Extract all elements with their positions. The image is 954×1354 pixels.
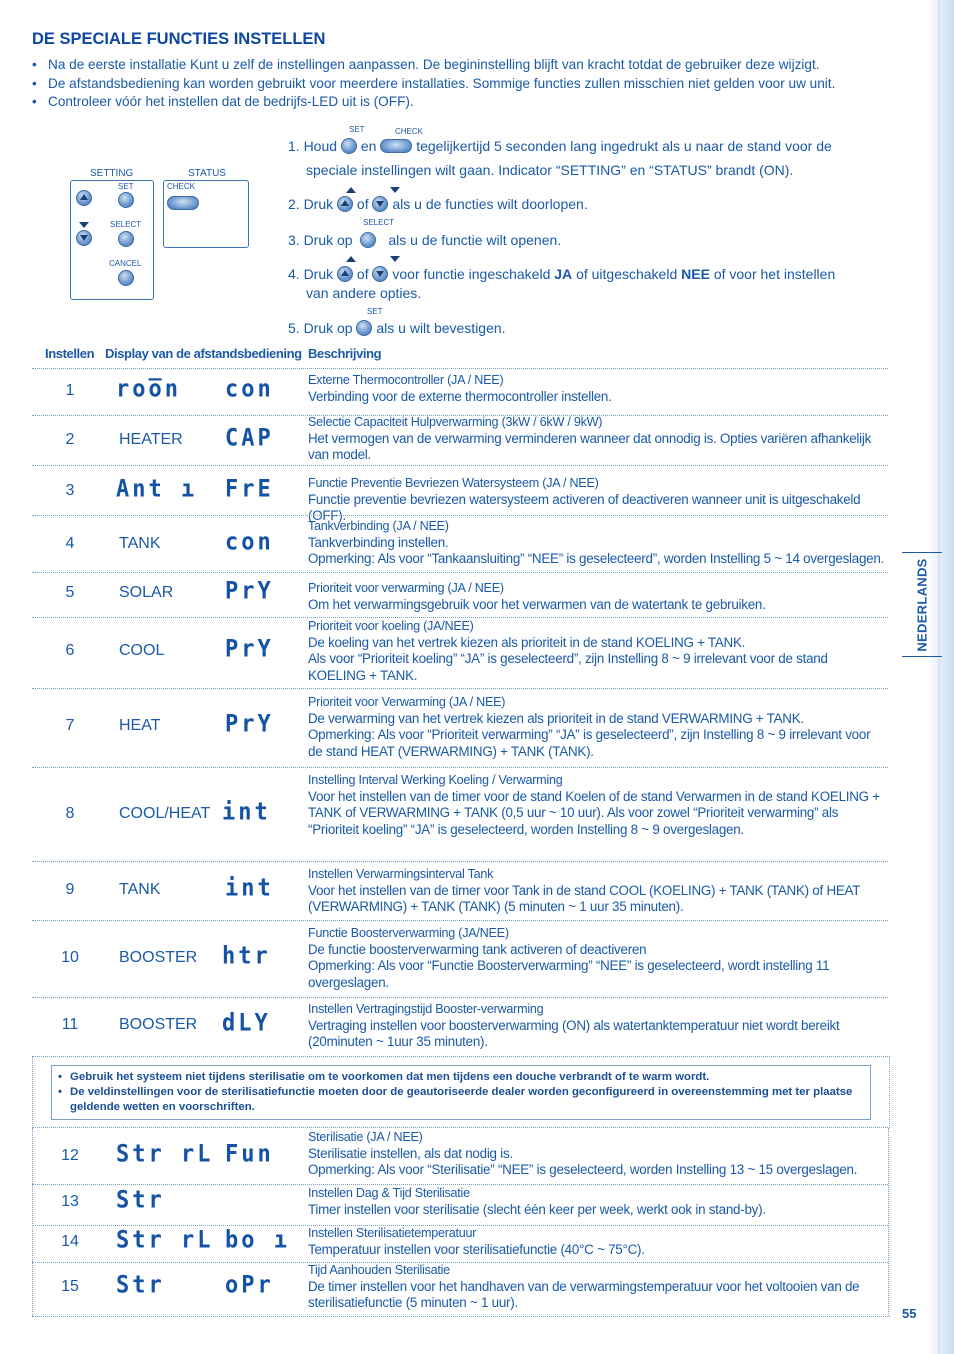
display-segment-2: PrY [225,577,274,606]
setting-number: 10 [61,949,79,966]
setting-description [308,925,888,991]
description-title: Externe Thermocontroller (JA / NEE) [308,373,504,387]
setting-name: HEAT [119,717,161,734]
setting-description [308,518,888,568]
step-3 [288,230,561,250]
setting-name: SOLAR [119,584,174,601]
step-text: 5. Druk op [288,320,353,336]
setting-description [308,1185,888,1218]
intro-item: • Controleer vóór het instellen dat de bedrijfs-LED uit is (OFF). [32,93,902,112]
step-text: 1. Houd [288,138,338,154]
remote-control-diagram [70,168,248,300]
description-line: De koeling van het vertrek kiezen als prioriteit in de stand KOELING + TANK. [308,634,746,650]
set-button-icon [118,192,134,208]
row-separator [32,920,888,921]
display-segment-2: FrE [225,475,274,504]
step-text: als u de functies wilt doorlopen. [392,196,588,212]
set-button-icon [356,320,372,336]
description-title: Prioriteit voor koeling (JA/NEE) [308,619,474,633]
step-text: voor functie ingeschakeld [392,266,551,282]
setting-number: 3 [65,482,75,499]
step-5 [288,318,506,338]
remote-status-label: STATUS [188,168,226,179]
language-label: NEDERLANDS [914,557,930,652]
setting-description [308,1129,888,1179]
down-arrow-button-icon [76,230,92,246]
description-line: Timer instellen voor sterilisatie (slecht één keer per week, werkt ook in stand-by). [308,1201,766,1217]
description-title: Instellen Dag & Tijd Sterilisatie [308,1186,470,1200]
remote-cancel-label: CANCEL [109,259,142,268]
remote-select-label: SELECT [110,220,142,229]
description-title: Sterilisatie (JA / NEE) [308,1130,423,1144]
description-line: Voor het instellen van de timer voor de stand Koelen of de stand Verwarmen in de stand KOELING + TANK of VERWARMING + TANK (0,5 uur ~ 10 uur). Als voor zowel “Prioriteit verwarming” als “Prioriteit koeling” “JA” is geselecteerd, worden Instelling 8 ~ 9 overgeslagen. [308,788,880,837]
setting-number: 1 [65,382,75,399]
up-arrow-button-icon [337,196,353,212]
setting-name: COOL/HEAT [119,805,211,822]
description-line: Om het verwarmingsgebruik voor het verwarmen van de watertank te gebruiken. [308,596,766,612]
display-segment-2: dLY [222,1009,271,1038]
display-segment-1: Str [116,1271,165,1300]
description-title: Tijd Aanhouden Sterilisatie [308,1263,450,1277]
display-segment-2: PrY [225,710,274,739]
setting-number: 7 [65,717,75,734]
header-instellen: Instellen [45,346,95,361]
description-title: Tankverbinding (JA / NEE) [308,519,449,533]
display-segment-2: con [225,528,274,557]
description-line: Functie preventie bevriezen watersysteem activeren of deactiveren wanneer unit is uitgeschakeld (OFF). [308,491,861,523]
description-title: Prioriteit voor Verwarming (JA / NEE) [308,695,506,709]
up-arrow-button-icon [337,266,353,282]
description-line: Tankverbinding instellen. [308,534,449,550]
description-line: Opmerking: Als voor “Functie Boosterverwarming” “NEE” is geselecteerd, wordt instelling 11 overgeslagen. [308,958,830,990]
ja-keyword: JA [554,266,573,282]
down-arrow-indicator-icon [79,222,89,228]
description-title: Instelling Interval Werking Koeling / Verwarming [308,773,563,787]
description-line: Temperatuur instellen voor sterilisatiefunctie (40°C ~ 75°C). [308,1241,645,1257]
page-number: 55 [902,1306,917,1321]
description-line: De verwarming van het vertrek kiezen als prioriteit in de stand VERWARMING + TANK. [308,710,804,726]
header-display: Display van de afstandsbediening [105,346,302,361]
display-segment-2: int [225,874,274,903]
step-text: of uitgeschakeld [576,266,678,282]
display-segment-1: Str [116,1186,165,1215]
description-title: Selectie Capaciteit Hulpverwarming (3kW / 6kW / 9kW) [308,415,603,429]
setting-description [308,1225,888,1258]
setting-name: BOOSTER [119,1016,198,1033]
set-label-small: SET [349,125,365,134]
header-separator [32,368,888,369]
setting-name: HEATER [119,431,183,448]
step-text: als u de functie wilt openen. [388,232,562,248]
check-button-icon [380,139,412,153]
setting-number: 14 [61,1233,79,1250]
description-line: De timer instellen voor het handhaven van de verwarmingstemperatuur voor het voltooien van de sterilisatiefunctie (5 minuten ~ 1 uur). [308,1278,860,1310]
row-separator [32,465,888,466]
description-title: Instellen Vertragingstijd Booster-verwarming [308,1002,544,1016]
setting-number: 4 [65,535,75,552]
select-label-small: SELECT [363,218,395,227]
description-line: Opmerking: Als voor “Tankaansluiting” “NEE” is geselecteerd”, worden Instelling 5 ~ 14 overgeslagen. [308,551,885,566]
row-separator [32,688,888,689]
display-segment-1: Ant ı [116,475,198,504]
setting-number: 5 [65,584,75,601]
warning-item: • De veldinstellingen voor de sterilisatiefunctie moeten door de geautoriseerde dealer worden geconfigureerd in overeenstemming met ter plaatse geldende wetten en voorschriften. [52,1085,862,1115]
step-text: en [360,138,377,154]
page-edge-decoration [928,0,954,1354]
description-line: De functie boosterverwarming tank activeren of deactiveren [308,941,647,957]
step-text: 4. Druk [288,266,334,282]
setting-number: 11 [61,1016,79,1033]
step-4-cont: van andere opties. [306,285,422,301]
select-button-icon [360,232,376,248]
description-title: Functie Boosterverwarming (JA/NEE) [308,926,509,940]
page-title: DE SPECIALE FUNCTIES INSTELLEN [32,30,326,48]
step-1-cont: speciale instellingen wilt gaan. Indicator “SETTING” en “STATUS” brandt (ON). [306,162,794,178]
setting-number: 12 [61,1147,79,1164]
step-text: 3. Druk op [288,232,353,248]
description-line: Vertraging instellen voor boosterverwarming (ON) als watertanktemperatuur niet wordt bereikt (20minuten ~ 1uur 35 minuten). [308,1017,840,1049]
description-line: Als voor “Prioriteit koeling” “JA” is geselecteerd”, zijn Instelling 8 ~ 9 irrelevant voor de stand KOELING + TANK. [308,651,828,683]
description-line: Het vermogen van de verwarming verminderen wanneer dat onnodig is. Opties variëren afhankelijk van model. [308,430,872,462]
description-line: Voor het instellen van de timer voor Tank in de stand COOL (KOELING) + TANK (TANK) of HEAT (VERWARMING) + TANK (TANK) (5 minuten ~ 1 uur 35 minuten). [308,882,860,914]
select-button-icon [118,231,134,247]
down-arrow-indicator-icon [390,187,400,193]
display-segment-2: PrY [225,635,274,664]
warning-item: • Gebruik het systeem niet tijdens sterilisatie om te voorkomen dat men tijdens een douche verbrandt of te warm wordt. [52,1070,862,1085]
down-arrow-button-icon [372,266,388,282]
setting-description [308,580,888,613]
header-beschrijving: Beschrijving [308,346,382,361]
display-segment-2: bo ı [225,1226,290,1255]
up-arrow-indicator-icon [346,256,356,262]
setting-description [308,372,888,405]
step-1 [288,136,832,156]
remote-check-label: CHECK [167,182,196,191]
setting-description [308,772,888,838]
step-4 [288,264,835,284]
set-label-small: SET [367,307,383,316]
setting-number: 8 [65,805,75,822]
row-separator [32,861,888,862]
down-arrow-indicator-icon [390,256,400,262]
setting-description [308,694,888,760]
step-text: of voor het instellen [713,266,836,282]
intro-item: • De afstandsbediening kan worden gebruikt voor meerdere installaties. Sommige functies zullen misschien niet gelden voor uw unit. [32,75,902,94]
step-text: tegelijkertijd 5 seconden lang ingedrukt als u naar de stand voor de [416,138,832,154]
step-text: of [356,266,369,282]
page-edge-line [938,0,940,1354]
row-separator [32,572,888,573]
row-separator [32,767,888,768]
intro-item: • Na de eerste installatie Kunt u zelf de instellingen aanpassen. De begininstelling blijft van kracht totdat de gebruiker deze wijzigt. [32,56,902,75]
setting-number: 9 [65,881,75,898]
step-2 [288,194,588,214]
setting-number: 6 [65,642,75,659]
setting-name: TANK [119,535,161,552]
check-label-small: CHECK [395,127,424,136]
check-button-icon [167,196,199,210]
table-border-left [32,1128,33,1316]
nee-keyword: NEE [681,266,710,282]
set-button-icon [341,138,357,154]
setting-description [308,866,888,916]
down-arrow-button-icon [372,196,388,212]
description-line: Opmerking: Als voor “Sterilisatie” “NEE” is geselecteerd, worden Instelling 13 ~ 15 overgeslagen. [308,1162,858,1177]
display-segment-1: roo̅n [116,375,181,404]
row-separator [32,997,888,998]
display-segment-2: htr [222,942,271,971]
description-title: Instellen Verwarmingsinterval Tank [308,867,494,881]
up-arrow-button-icon [76,190,92,206]
remote-set-label: SET [118,182,134,191]
setting-description [308,414,888,464]
step-text: 2. Druk [288,196,334,212]
display-segment-2: oPr [225,1271,274,1300]
display-segment-2: Fun [225,1140,274,1169]
setting-name: BOOSTER [119,949,198,966]
display-segment-2: con [225,375,274,404]
display-segment-1: Str rL [116,1226,214,1255]
setting-number: 15 [61,1278,79,1295]
setting-number: 13 [61,1193,79,1210]
description-title: Instellen Sterilisatietemperatuur [308,1226,477,1240]
language-tab [902,552,942,657]
setting-description [308,618,888,684]
setting-name: TANK [119,881,161,898]
up-arrow-indicator-icon [346,187,356,193]
row-separator [32,515,888,516]
cancel-button-icon [118,270,134,286]
display-segment-1: Str rL [116,1140,214,1169]
description-title: Functie Preventie Bevriezen Watersysteem (JA / NEE) [308,476,599,490]
table-border-bottom [32,1316,890,1317]
display-segment-2: CAP [225,424,274,453]
setting-number: 2 [65,431,75,448]
intro-list [32,56,902,112]
setting-description [308,1001,888,1051]
table-border-right [888,1128,889,1316]
step-text: als u wilt bevestigen. [376,320,506,336]
setting-description [308,1262,888,1312]
warning-box [51,1065,871,1120]
remote-setting-label: SETTING [90,168,134,179]
description-line: Sterilisatie instellen, als dat nodig is. [308,1145,513,1161]
setting-name: COOL [119,642,165,659]
description-title: Prioriteit voor verwarming (JA / NEE) [308,581,504,595]
step-text: of [356,196,369,212]
display-segment-2: int [222,798,271,827]
description-line: Verbinding voor de externe thermocontroller instellen. [308,388,612,404]
description-line: Opmerking: Als voor “Prioriteit verwarming” “JA” is geselecteerd”, zijn Instelling 8 ~ 9 irrelevant voor de stand HEAT (VERWARMING) + TANK (TANK). [308,727,871,759]
